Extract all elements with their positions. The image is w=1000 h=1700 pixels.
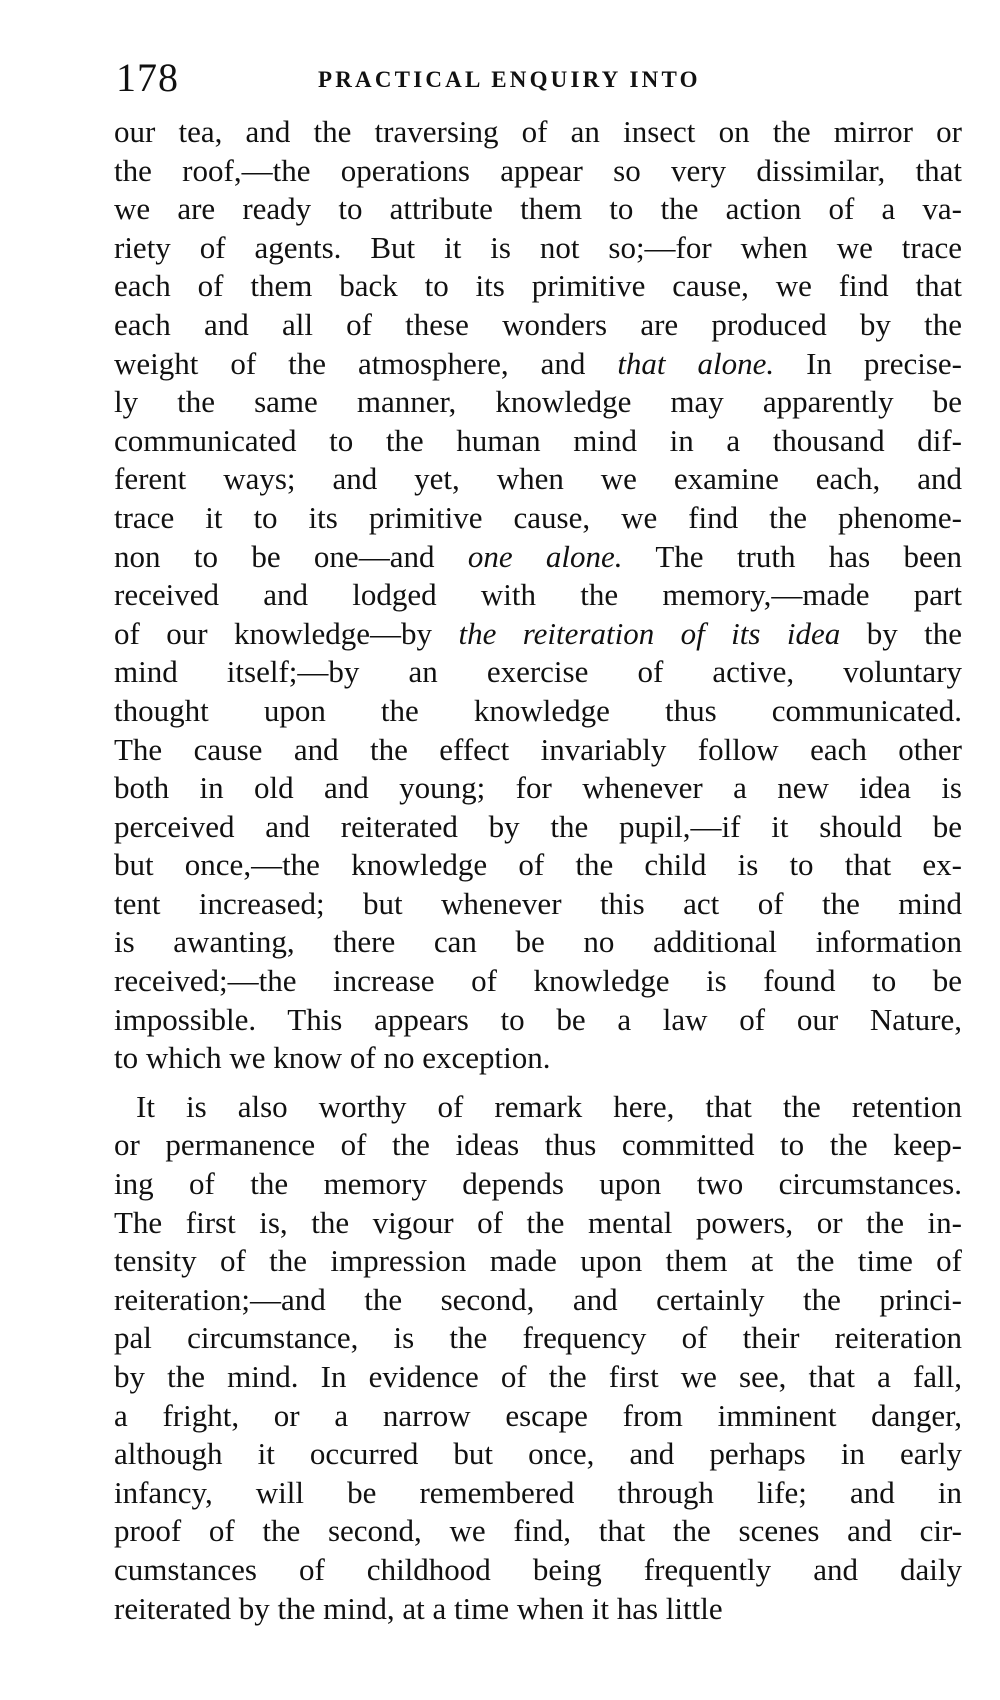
text-line: [114, 190, 962, 229]
text-line: [114, 1126, 962, 1165]
text-segment: impossible. This appears to be a law of our Nature,: [114, 1001, 962, 1037]
text-segment: received;—the increase of knowledge is found to be: [114, 963, 962, 999]
paragraph: [114, 113, 962, 1078]
text-segment: trace it to its primitive cause, we find the phenome-: [114, 499, 962, 535]
text-segment: our tea, and the traversing of an insect on the mirror or: [114, 114, 962, 149]
text-line: [114, 1001, 962, 1040]
text-line: [114, 229, 962, 268]
text-segment: perceived and reiterated by the pupil,—if it should be: [114, 808, 962, 844]
italic-phrase: that alone.: [617, 345, 775, 381]
text-segment: non to be one—and: [114, 538, 468, 574]
text-line: [114, 1319, 962, 1358]
text-segment: infancy, will be remembered through life; and in: [114, 1474, 962, 1510]
text-segment: The truth has been: [622, 538, 963, 574]
text-segment: proof of the second, we find, that the scenes and cir-: [114, 1513, 962, 1549]
text-segment: mind itself;—by an exercise of active, voluntary: [114, 654, 962, 690]
text-segment: tensity of the impression made upon them at the time of: [114, 1243, 962, 1279]
text-line: [114, 460, 962, 499]
text-segment: is awanting, there can be no additional information: [114, 924, 962, 960]
text-segment: a fright, or a narrow escape from imminent danger,: [114, 1397, 962, 1433]
text-line: [114, 769, 962, 808]
italic-phrase: one alone.: [467, 538, 623, 574]
text-segment: the roof,—the operations appear so very dissimilar, that: [114, 152, 962, 188]
text-segment: by the mind. In evidence of the first we see, that a fall,: [114, 1359, 962, 1394]
text-segment: reiterated by the mind, at a time when it has little: [114, 1590, 723, 1626]
text-segment: The cause and the effect invariably follow each other: [114, 731, 962, 767]
text-line: [114, 538, 962, 577]
text-line: [114, 923, 962, 962]
text-line: [114, 1039, 962, 1078]
text-segment: reiteration;—and the second, and certainly the princi-: [114, 1281, 962, 1317]
text-line: [114, 152, 962, 191]
text-line: [114, 653, 962, 692]
text-line: [114, 1590, 962, 1629]
text-line: [114, 422, 962, 461]
text-segment: to which we know of no exception.: [114, 1040, 551, 1076]
paragraph-gap: [114, 1078, 962, 1088]
text-segment: cumstances of childhood being frequently and daily: [114, 1551, 962, 1587]
text-line: [114, 808, 962, 847]
text-segment: by the: [840, 615, 962, 651]
text-line: [114, 1088, 962, 1127]
page-number: 178: [116, 55, 179, 100]
text-line: [114, 383, 962, 422]
running-head: [116, 52, 958, 104]
text-line: [114, 113, 962, 152]
text-line: [114, 1204, 962, 1243]
text-line: [114, 731, 962, 770]
text-line: [114, 885, 962, 924]
italic-phrase: the reiteration of its idea: [458, 615, 841, 651]
text-segment: ly the same manner, knowledge may apparently be: [114, 384, 962, 420]
running-title: PRACTICAL ENQUIRY INTO: [318, 67, 701, 92]
text-segment: each of them back to its primitive cause, we find that: [114, 268, 962, 304]
text-segment: both in old and young; for whenever a new idea is: [114, 770, 962, 806]
text-line: [114, 1242, 962, 1281]
text-segment: but once,—the knowledge of the child is to that ex-: [114, 847, 962, 883]
text-segment: It is also worthy of remark here, that the retention: [136, 1088, 962, 1124]
text-line: [114, 1165, 962, 1204]
text-segment: ing of the memory depends upon two circumstances.: [114, 1166, 962, 1202]
text-segment: communicated to the human mind in a thousand dif-: [114, 422, 962, 458]
text-segment: received and lodged with the memory,—made part: [114, 577, 962, 613]
text-line: [114, 499, 962, 538]
text-segment: although it occurred but once, and perhaps in early: [114, 1436, 962, 1472]
text-line: [114, 692, 962, 731]
text-segment: thought upon the knowledge thus communicated.: [114, 692, 962, 728]
text-segment: of our knowledge—by: [114, 615, 459, 651]
text-line: [114, 615, 962, 654]
text-segment: ferent ways; and yet, when we examine each, and: [114, 461, 962, 497]
text-segment: pal circumstance, is the frequency of their reiteration: [114, 1320, 962, 1356]
text-line: [114, 1397, 962, 1436]
text-segment: weight of the atmosphere, and: [114, 345, 618, 381]
text-line: [114, 846, 962, 885]
text-line: [114, 1551, 962, 1590]
paragraph: [114, 1088, 962, 1628]
text-segment: or permanence of the ideas thus committed to the keep-: [114, 1127, 962, 1163]
text-line: [114, 962, 962, 1001]
text-segment: The first is, the vigour of the mental powers, or the in-: [114, 1204, 962, 1240]
text-segment: each and all of these wonders are produced by the: [114, 306, 962, 342]
text-line: [114, 306, 962, 345]
text-line: [114, 1435, 962, 1474]
text-segment: In precise-: [774, 345, 962, 381]
text-segment: we are ready to attribute them to the action of a va-: [114, 191, 962, 227]
text-line: [114, 345, 962, 384]
text-line: [114, 267, 962, 306]
text-line: [114, 1512, 962, 1551]
text-line: [114, 1358, 962, 1397]
text-segment: tent increased; but whenever this act of the mind: [114, 885, 962, 921]
text-segment: riety of agents. But it is not so;—for when we trace: [114, 229, 962, 265]
text-line: [114, 576, 962, 615]
body-text: [114, 113, 962, 1628]
text-line: [114, 1474, 962, 1513]
text-line: [114, 1281, 962, 1320]
